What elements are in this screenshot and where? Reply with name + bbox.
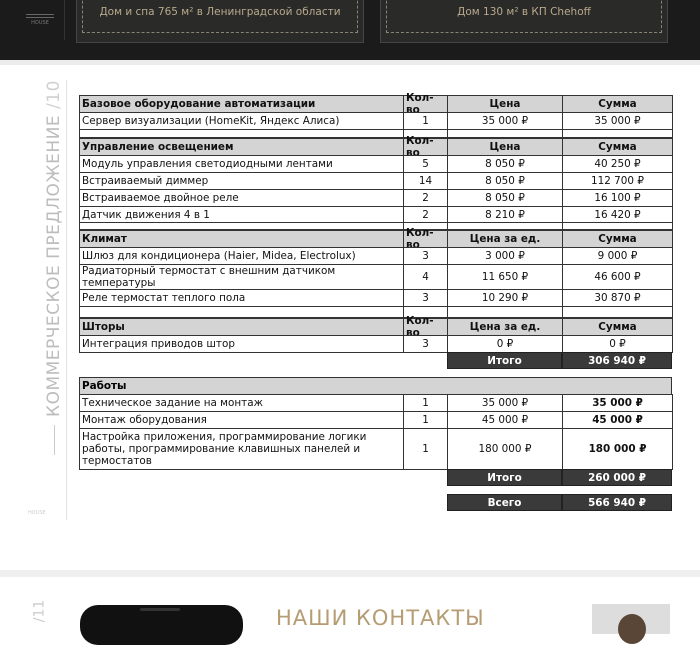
table-cell: 8 050 ₽ bbox=[447, 172, 563, 190]
table-cell bbox=[79, 129, 404, 138]
phone-mockup bbox=[80, 605, 243, 645]
table-cell bbox=[79, 306, 404, 318]
table-cell: 45 000 ₽ bbox=[447, 411, 563, 429]
table-cell: 180 000 ₽ bbox=[562, 428, 673, 470]
table-row bbox=[79, 247, 672, 264]
table-row bbox=[79, 112, 672, 129]
table-cell bbox=[562, 222, 673, 230]
table-cell: Датчик движения 4 в 1 bbox=[79, 206, 404, 223]
side-title-text: КОММЕРЧЕСКОЕ ПРЕДЛОЖЕНИЕ bbox=[44, 114, 64, 417]
page-number: /11 bbox=[31, 599, 48, 623]
spacer-row bbox=[79, 129, 672, 137]
table-cell: 180 000 ₽ bbox=[447, 428, 563, 470]
table-row bbox=[79, 289, 672, 306]
table-row bbox=[79, 155, 672, 172]
works-total-row bbox=[447, 469, 672, 486]
table-cell: 260 000 ₽ bbox=[562, 469, 672, 486]
table-header bbox=[79, 135, 672, 159]
table-header bbox=[79, 227, 672, 251]
table-cell: 3 bbox=[403, 247, 448, 265]
table-cell: 306 940 ₽ bbox=[562, 352, 672, 369]
project-label: Дом и спа 765 м² в Ленинградской области bbox=[99, 5, 341, 18]
table-cell: 1 bbox=[403, 411, 448, 429]
table-cell bbox=[447, 129, 563, 138]
table-cell: Шторы bbox=[79, 318, 404, 336]
table-row bbox=[79, 394, 672, 411]
table-cell: Цена за ед. bbox=[447, 230, 563, 248]
table-cell: 0 ₽ bbox=[447, 335, 563, 353]
table-cell: 40 250 ₽ bbox=[562, 155, 673, 173]
table-cell: 10 290 ₽ bbox=[447, 289, 563, 307]
table-cell: 8 210 ₽ bbox=[447, 206, 563, 223]
table-cell: 35 000 ₽ bbox=[562, 394, 673, 412]
table-cell: 2 bbox=[403, 189, 448, 207]
table-cell: Монтаж оборудования bbox=[79, 411, 404, 429]
table-cell: Управление освещением bbox=[79, 138, 404, 156]
logo bbox=[26, 12, 54, 26]
table-cell: 4 bbox=[403, 264, 448, 290]
side-title bbox=[44, 75, 64, 455]
table-cell: Цена bbox=[447, 138, 563, 156]
table-cell: 1 bbox=[403, 428, 448, 470]
table-cell: 3 bbox=[403, 289, 448, 307]
table-cell: 46 600 ₽ bbox=[562, 264, 673, 290]
table-cell: 35 000 ₽ bbox=[447, 112, 563, 130]
table-cell: Сумма bbox=[562, 138, 673, 156]
project-card[interactable] bbox=[380, 0, 668, 43]
table-row bbox=[79, 172, 672, 189]
table-cell bbox=[447, 306, 563, 318]
logo: HOUSE bbox=[28, 510, 46, 516]
table-cell bbox=[79, 222, 404, 230]
table-cell: Интеграция приводов штор bbox=[79, 335, 404, 353]
table-cell: Кол-во bbox=[403, 230, 448, 248]
table-row bbox=[79, 428, 672, 469]
table-cell: Итого bbox=[447, 352, 562, 369]
table-cell: 3 000 ₽ bbox=[447, 247, 563, 265]
divider bbox=[0, 570, 700, 577]
table-cell: Сумма bbox=[562, 95, 673, 113]
table-cell: Встраиваемый диммер bbox=[79, 172, 404, 190]
table-cell: 1 bbox=[403, 394, 448, 412]
table-cell: 11 650 ₽ bbox=[447, 264, 563, 290]
table-cell: 9 000 ₽ bbox=[562, 247, 673, 265]
divider bbox=[66, 80, 67, 520]
table-cell: Сумма bbox=[562, 230, 673, 248]
table-cell: Кол-во bbox=[403, 138, 448, 156]
table-header: Работы bbox=[79, 377, 672, 395]
table-cell: 8 050 ₽ bbox=[447, 155, 563, 173]
table-cell: 16 420 ₽ bbox=[562, 206, 673, 223]
logo-text: HOUSE bbox=[31, 20, 49, 26]
table-row bbox=[79, 206, 672, 222]
table-row bbox=[79, 264, 672, 289]
table-cell: 30 870 ₽ bbox=[562, 289, 673, 307]
table-cell: Кол-во bbox=[403, 318, 448, 336]
project-label: Дом 130 м² в КП Chehoff bbox=[457, 5, 591, 18]
table-cell: 8 050 ₽ bbox=[447, 189, 563, 207]
table-cell: 112 700 ₽ bbox=[562, 172, 673, 190]
table-cell: 1 bbox=[403, 112, 448, 130]
table-cell: Техническое задание на монтаж bbox=[79, 394, 404, 412]
table-cell: Итого bbox=[447, 469, 562, 486]
table-cell: 14 bbox=[403, 172, 448, 190]
table-cell: 45 000 ₽ bbox=[562, 411, 673, 429]
table-cell bbox=[562, 129, 673, 138]
contacts-title: НАШИ КОНТАКТЫ bbox=[276, 606, 485, 630]
table-cell: Всего bbox=[447, 494, 562, 511]
table-cell: 5 bbox=[403, 155, 448, 173]
equipment-total-row bbox=[447, 352, 672, 369]
table-cell: 35 000 ₽ bbox=[562, 112, 673, 130]
divider bbox=[0, 60, 700, 65]
spacer-row bbox=[79, 222, 672, 229]
table-cell: 35 000 ₽ bbox=[447, 394, 563, 412]
table-header bbox=[79, 315, 672, 339]
table-cell: Радиаторный термостат с внешним датчиком температуры bbox=[79, 264, 404, 290]
table-header bbox=[79, 92, 672, 116]
table-cell: Встраиваемое двойное реле bbox=[79, 189, 404, 207]
table-cell bbox=[447, 222, 563, 230]
table-cell: Реле термостат теплого пола bbox=[79, 289, 404, 307]
table-cell: Шлюз для кондиционера (Haier, Midea, Electrolux) bbox=[79, 247, 404, 265]
grand-total-row bbox=[447, 494, 672, 511]
divider bbox=[64, 0, 65, 40]
page-number: /10 bbox=[44, 80, 64, 109]
table-cell: Базовое оборудование автоматизации bbox=[79, 95, 404, 113]
project-card[interactable] bbox=[76, 0, 364, 43]
table-cell: Настройка приложения, программирование логики работы, программирование клавишных панелей и термостатов bbox=[79, 428, 404, 470]
table-cell: Цена bbox=[447, 95, 563, 113]
table-cell bbox=[562, 306, 673, 318]
table-cell: Кол-во bbox=[403, 95, 448, 113]
table-cell: 0 ₽ bbox=[562, 335, 673, 353]
table-cell: 3 bbox=[403, 335, 448, 353]
table-cell: 2 bbox=[403, 206, 448, 223]
table-cell: Климат bbox=[79, 230, 404, 248]
table-cell: Сумма bbox=[562, 318, 673, 336]
table-cell: Цена за ед. bbox=[447, 318, 563, 336]
table-cell: Сервер визуализации (HomeKit, Яндекс Алиса) bbox=[79, 112, 404, 130]
table-cell: 16 100 ₽ bbox=[562, 189, 673, 207]
table-cell: Модуль управления светодиодными лентами bbox=[79, 155, 404, 173]
spacer-row bbox=[79, 306, 672, 317]
table-row bbox=[79, 189, 672, 206]
contact-photo bbox=[592, 604, 670, 634]
table-row bbox=[79, 335, 672, 352]
table-row bbox=[79, 411, 672, 428]
table-cell: 566 940 ₽ bbox=[562, 494, 672, 511]
